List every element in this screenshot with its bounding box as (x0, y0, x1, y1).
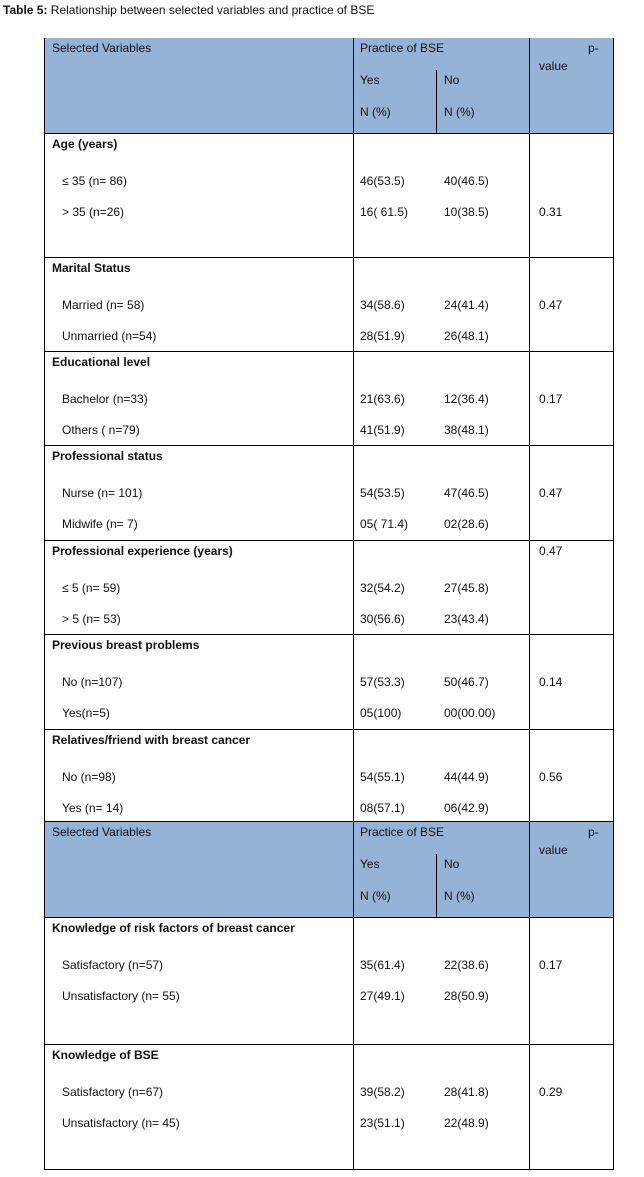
cell-no: 22(38.6) (444, 958, 489, 972)
column-divider (353, 1045, 354, 1169)
header-yes: Yes (360, 73, 380, 87)
header-p-bottom: value (539, 59, 568, 73)
section-block (45, 1045, 613, 1170)
column-divider (529, 918, 530, 1044)
cell-p-value: 0.47 (539, 298, 563, 312)
cell-no: 28(41.8) (444, 1085, 489, 1099)
caption-text: Relationship between selected variables and practice of BSE (47, 3, 375, 17)
cell-no: 27(45.8) (444, 581, 489, 595)
column-divider (353, 541, 354, 634)
section-block (45, 134, 613, 258)
cell-yes: 41(51.9) (360, 423, 405, 437)
row-label: No (n=107) (62, 675, 123, 689)
cell-yes: 16( 61.5) (360, 205, 409, 219)
row-label: > 35 (n=26) (62, 205, 125, 219)
cell-yes: 30(56.6) (360, 612, 405, 626)
row-label: Yes(n=5) (62, 706, 110, 720)
column-divider (353, 258, 354, 351)
section-p-value: 0.47 (539, 544, 563, 558)
section-title: Previous breast problems (52, 638, 200, 652)
section-block (45, 258, 613, 352)
section-block (45, 352, 613, 446)
section-title: Knowledge of BSE (52, 1048, 159, 1062)
column-divider (353, 446, 354, 540)
row-label: ≤ 35 (n= 86) (62, 174, 127, 188)
cell-yes: 21(63.6) (360, 392, 405, 406)
header-no: No (444, 73, 460, 87)
cell-p-value: 0.17 (539, 958, 563, 972)
column-divider (353, 635, 354, 729)
cell-p-value: 0.29 (539, 1085, 563, 1099)
cell-no: 50(46.7) (444, 675, 489, 689)
column-divider (529, 352, 530, 445)
section-title: Professional status (52, 449, 163, 463)
column-divider (529, 541, 530, 634)
cell-p-value: 0.47 (539, 486, 563, 500)
row-label: Unmarried (n=54) (62, 329, 157, 343)
header-no: No (444, 857, 460, 871)
section-block (45, 446, 613, 541)
table-caption (3, 3, 374, 17)
cell-yes: 54(55.1) (360, 770, 405, 784)
cell-no: 28(50.9) (444, 989, 489, 1003)
cell-no: 23(43.4) (444, 612, 489, 626)
row-label: ≤ 5 (n= 59) (62, 581, 121, 595)
cell-no: 00(00.00) (444, 706, 496, 720)
column-divider (436, 70, 437, 133)
row-label: Midwife (n= 7) (62, 517, 138, 531)
column-divider (436, 854, 437, 917)
cell-yes: 23(51.1) (360, 1116, 405, 1130)
section-block (45, 730, 613, 822)
column-divider (353, 730, 354, 821)
row-label: Nurse (n= 101) (62, 486, 143, 500)
row-label: > 5 (n= 53) (62, 612, 121, 626)
section-block (45, 918, 613, 1045)
section-block (45, 635, 613, 730)
column-divider (353, 38, 354, 133)
cell-p-value: 0.17 (539, 392, 563, 406)
header-p-top: p- (588, 825, 599, 839)
section-title: Marital Status (52, 261, 131, 275)
header-variables: Selected Variables (52, 41, 152, 55)
cell-p-value: 0.14 (539, 675, 563, 689)
row-label: Others ( n=79) (62, 423, 140, 437)
column-divider (529, 134, 530, 257)
column-divider (529, 38, 530, 133)
row-label: Satisfactory (n=57) (62, 958, 164, 972)
cell-no: 12(36.4) (444, 392, 489, 406)
column-divider (529, 822, 530, 917)
header-n-pct-no: N (%) (444, 889, 475, 903)
cell-no: 10(38.5) (444, 205, 489, 219)
section-title: Educational level (52, 355, 151, 369)
cell-p-value: 0.56 (539, 770, 563, 784)
header-practice: Practice of BSE (360, 41, 445, 55)
row-label: Unsatisfactory (n= 55) (62, 989, 180, 1003)
section-title: Professional experience (years) (52, 544, 233, 558)
column-divider (529, 635, 530, 729)
column-divider (529, 446, 530, 540)
cell-yes: 57(53.3) (360, 675, 405, 689)
cell-no: 22(48.9) (444, 1116, 489, 1130)
header-practice: Practice of BSE (360, 825, 445, 839)
section-block (45, 541, 613, 635)
table-header (45, 38, 613, 134)
row-label: Married (n= 58) (62, 298, 145, 312)
cell-no: 26(48.1) (444, 329, 489, 343)
section-title: Age (years) (52, 137, 118, 151)
header-yes: Yes (360, 857, 380, 871)
section-title: Relatives/friend with breast cancer (52, 733, 251, 747)
column-divider (529, 730, 530, 821)
header-p-bottom: value (539, 843, 568, 857)
row-label: Bachelor (n=33) (62, 392, 148, 406)
header-n-pct-no: N (%) (444, 105, 475, 119)
cell-no: 40(46.5) (444, 174, 489, 188)
cell-yes: 08(57.1) (360, 801, 405, 815)
header-p-top: p- (588, 41, 599, 55)
row-label: Yes (n= 14) (62, 801, 124, 815)
cell-yes: 35(61.4) (360, 958, 405, 972)
column-divider (353, 918, 354, 1044)
column-divider (353, 134, 354, 257)
header-n-pct-yes: N (%) (360, 889, 391, 903)
cell-no: 47(46.5) (444, 486, 489, 500)
cell-yes: 32(54.2) (360, 581, 405, 595)
cell-yes: 28(51.9) (360, 329, 405, 343)
column-divider (353, 352, 354, 445)
cell-no: 44(44.9) (444, 770, 489, 784)
cell-yes: 39(58.2) (360, 1085, 405, 1099)
bse-relationship-table (44, 38, 614, 1170)
column-divider (529, 1045, 530, 1169)
row-label: Unsatisfactory (n= 45) (62, 1116, 180, 1130)
row-label: Satisfactory (n=67) (62, 1085, 164, 1099)
column-divider (529, 258, 530, 351)
table-header-repeat (45, 822, 613, 918)
cell-yes: 05(100) (360, 706, 402, 720)
cell-no: 06(42.9) (444, 801, 489, 815)
caption-label: Table 5: (3, 3, 48, 17)
cell-no: 24(41.4) (444, 298, 489, 312)
cell-yes: 27(49.1) (360, 989, 405, 1003)
header-n-pct-yes: N (%) (360, 105, 391, 119)
section-title: Knowledge of risk factors of breast cancer (52, 921, 295, 935)
cell-p-value: 0.31 (539, 205, 563, 219)
cell-yes: 54(53.5) (360, 486, 405, 500)
cell-yes: 05( 71.4) (360, 517, 409, 531)
cell-no: 02(28.6) (444, 517, 489, 531)
header-variables: Selected Variables (52, 825, 152, 839)
cell-no: 38(48.1) (444, 423, 489, 437)
column-divider (353, 822, 354, 917)
cell-yes: 34(58.6) (360, 298, 405, 312)
cell-yes: 46(53.5) (360, 174, 405, 188)
row-label: No (n=98) (62, 770, 116, 784)
